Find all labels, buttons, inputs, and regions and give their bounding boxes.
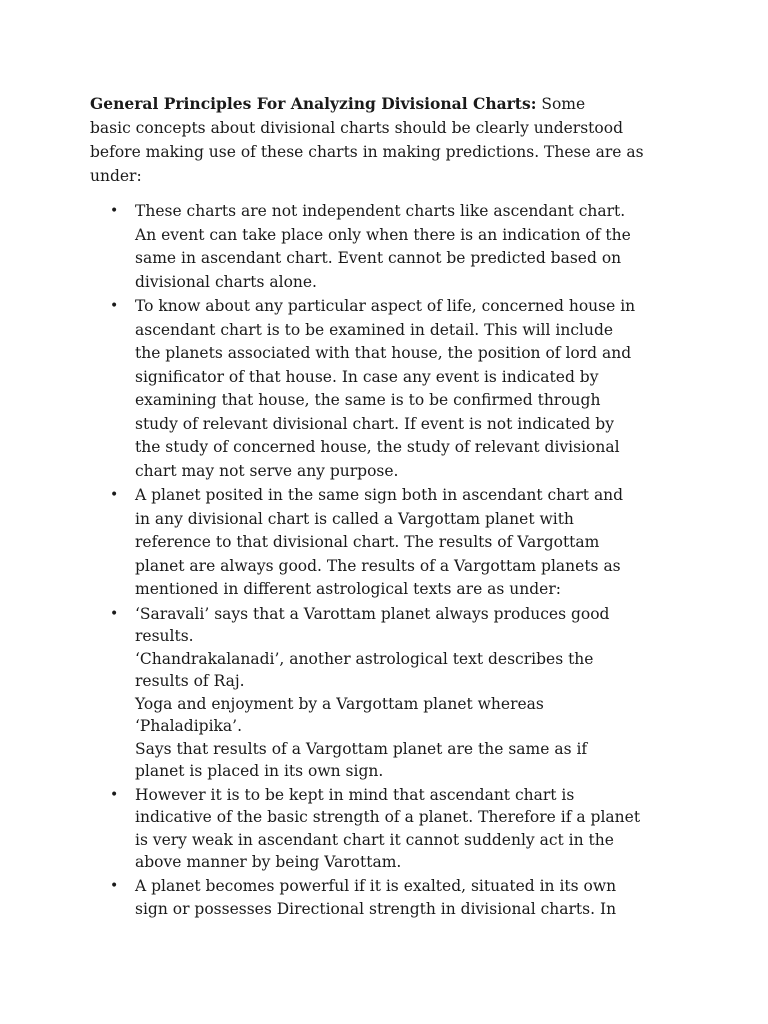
list-item-line: ascendant chart is to be examined in detail. This will include [135, 320, 614, 339]
intro-paragraph [90, 92, 680, 188]
list-item-line: reference to that divisional chart. The results of Vargottam [135, 533, 600, 551]
list-item [90, 784, 680, 874]
list-item-line: the planets associated with that house, the position of lord and [135, 344, 632, 362]
section-heading: General Principles For Analyzing Divisional Charts: [90, 94, 537, 113]
bullet-icon: • [110, 605, 119, 622]
list-item-line: significator of that house. In case any event is indicated by [135, 367, 599, 386]
list-item [90, 484, 680, 602]
document-page [90, 92, 680, 923]
list-item-line: above manner by being Varottam. [135, 853, 402, 871]
bullet-icon: • [110, 487, 119, 503]
bullet-list [90, 200, 680, 922]
list-item-line: examining that house, the same is to be confirmed through [135, 391, 601, 409]
list-item-line: Yoga and enjoyment by a Vargottam planet whereas [135, 694, 544, 713]
list-item-line: ‘Phaladipika’. [135, 717, 243, 735]
list-item-line: results of Raj. [135, 672, 245, 690]
list-item [90, 603, 680, 783]
list-item-line: chart may not serve any purpose. [135, 461, 399, 480]
bullet-icon: • [110, 877, 119, 894]
list-item-line: is very weak in ascendant chart it cannot suddenly act in the [135, 830, 614, 849]
list-item-line: indicative of the basic strength of a planet. Therefore if a planet [135, 808, 641, 826]
bullet-icon: • [110, 203, 119, 219]
list-item [90, 295, 680, 483]
list-item-line: mentioned in different astrological texts are as under: [135, 580, 561, 598]
intro-line: before making use of these charts in making predictions. These are as [90, 143, 644, 161]
list-item-line: divisional charts alone. [135, 272, 317, 291]
list-item-line: results. [135, 627, 194, 645]
intro-line: Some [536, 95, 586, 113]
list-item-line: planet is placed in its own sign. [135, 762, 384, 780]
list-item-line: These charts are not independent charts like ascendant chart. [135, 202, 626, 220]
intro-line: basic concepts about divisional charts should be clearly understood [90, 119, 623, 137]
list-item [90, 200, 680, 294]
list-item-line: sign or possesses Directional strength in divisional charts. In [135, 900, 617, 918]
list-item-line: in any divisional chart is called a Vargottam planet with [135, 509, 574, 528]
bullet-icon: • [110, 786, 119, 803]
list-item-line: the study of concerned house, the study of relevant divisional [135, 438, 620, 456]
list-item-line: An event can take place only when there is an indication of the [135, 225, 631, 244]
list-item [90, 875, 680, 922]
list-item-line: However it is to be kept in mind that ascendant chart is [135, 785, 575, 804]
list-item-line: To know about any particular aspect of life, concerned house in [135, 297, 636, 315]
list-item-line: ‘Saravali’ says that a Varottam planet always produces good [135, 604, 610, 623]
list-item-line: planet are always good. The results of a Vargottam planets as [135, 556, 621, 575]
list-item-line: Says that results of a Vargottam planet are the same as if [135, 739, 588, 758]
list-item-line: study of relevant divisional chart. If event is not indicated by [135, 414, 614, 433]
list-item-line: ‘Chandrakalanadi’, another astrological text describes the [135, 649, 594, 668]
list-item-line: A planet posited in the same sign both in ascendant chart and [135, 486, 624, 504]
bullet-icon: • [110, 298, 119, 314]
list-item-line: A planet becomes powerful if it is exalted, situated in its own [135, 876, 617, 895]
intro-line: under: [90, 167, 142, 185]
list-item-line: same in ascendant chart. Event cannot be predicted based on [135, 249, 622, 267]
